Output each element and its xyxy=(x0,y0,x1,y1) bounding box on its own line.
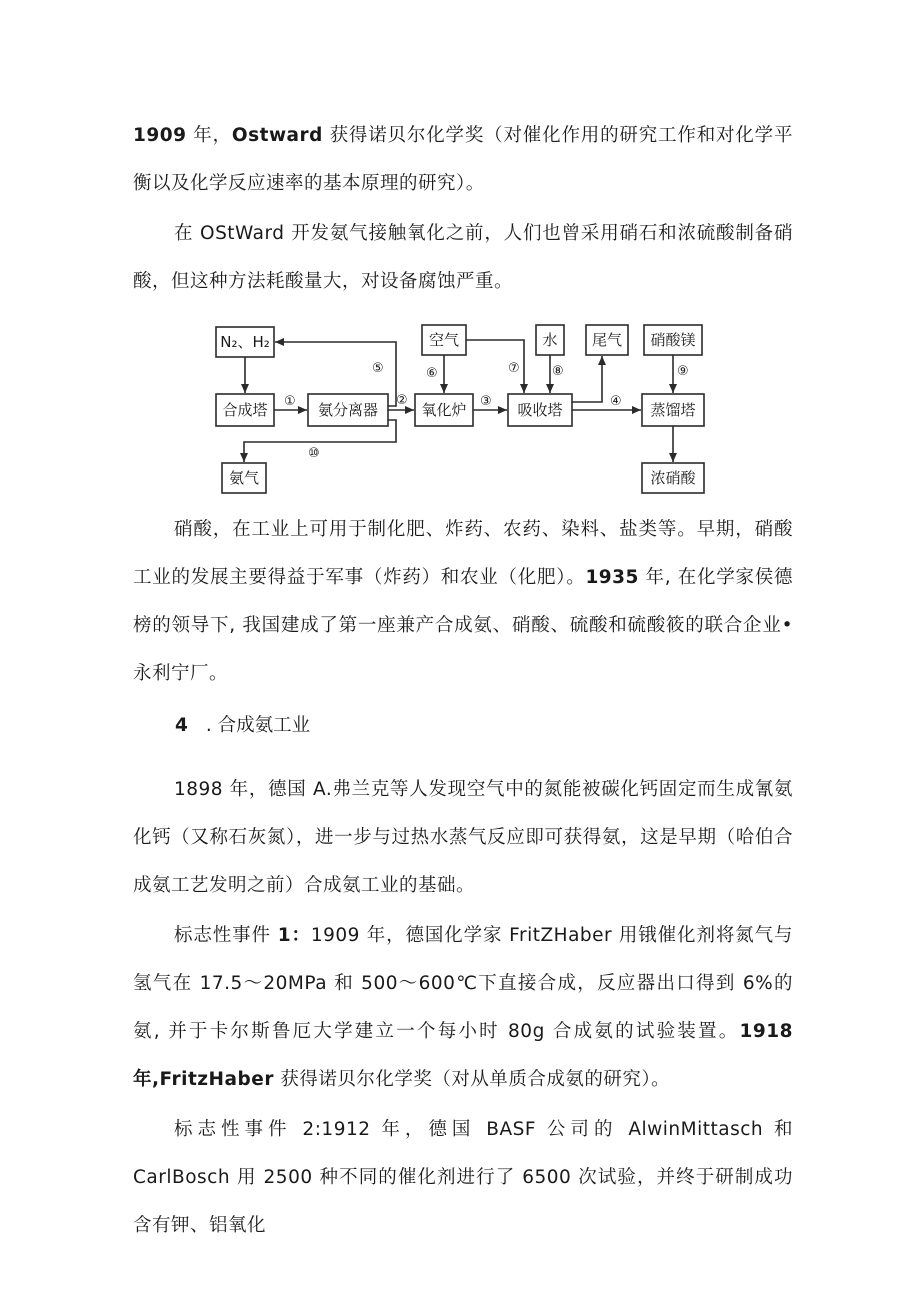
text: 年, xyxy=(133,1069,160,1090)
svg-text:氧化炉: 氧化炉 xyxy=(421,401,467,419)
box-n2h2 xyxy=(216,327,274,357)
section-heading xyxy=(175,702,310,750)
box-ammonia-gas xyxy=(222,463,266,493)
box-oxidation-furnace xyxy=(415,394,473,426)
step-5: ⑤ xyxy=(372,361,384,376)
section-number: 4 xyxy=(175,715,188,736)
text: 硝酸，在工业上可用于制化肥、炸药、农药、染料、盐类等。早期，硝酸工业的发展主要得益于军事（炸药）和农业（化肥）。 xyxy=(133,519,793,588)
step-10: ⑩ xyxy=(308,446,320,461)
box-tail-gas xyxy=(586,325,628,355)
svg-text:硝酸镁: 硝酸镁 xyxy=(650,331,696,349)
step-9: ⑨ xyxy=(677,364,689,379)
paragraph-milestone-2: 标志性事件 2:1912 年，德国 BASF 公司的 AlwinMittasch 和 CarlBosch 用 2500 种不同的催化剂进行了 6500 次试验，并终于研制成功含有钾、铝氧化 xyxy=(133,1119,793,1236)
svg-text:蒸馏塔: 蒸馏塔 xyxy=(650,401,696,419)
step-6: ⑥ xyxy=(426,366,438,381)
year-1909: 1909 xyxy=(133,125,187,146)
paragraph-nitre-method: 在 OStWard 开发氨气接触氧化之前，人们也曾采用硝石和浓硫酸制备硝酸，但这种方法耗酸量大，对设备腐蚀严重。 xyxy=(133,223,793,292)
nitric-acid-flow-diagram xyxy=(212,320,712,500)
text: 标志性事件 xyxy=(174,925,278,946)
step-4: ④ xyxy=(610,394,622,409)
step-3: ③ xyxy=(480,394,492,409)
svg-text:吸收塔: 吸收塔 xyxy=(517,401,563,419)
box-water xyxy=(536,325,564,355)
svg-text:N₂、H₂: N₂、H₂ xyxy=(220,333,270,351)
text: 1909 年，德国化学家 FritZHaber 用锇催化剂将氮气与氢气在 17.5～20MPa 和 500～600℃下直接合成，反应器出口得到 6%的氨, 并于卡尔斯鲁厄大学建立一个每小时 80g 合成氨的试验装置。 xyxy=(133,925,793,1042)
svg-text:水: 水 xyxy=(542,331,558,349)
name-fritzhaber: FritzHaber xyxy=(159,1069,274,1090)
box-air xyxy=(422,325,466,355)
year-1935: 1935 xyxy=(585,567,639,588)
name-ostward: Ostward xyxy=(231,125,323,146)
year-1918: 1918 xyxy=(739,1021,793,1042)
text: 年, 在化学家侯德榜的领导下, 我国建成了第一座兼产合成氨、硝酸、硫酸和硫酸筱的联合企业•永利宁厂。 xyxy=(133,567,793,684)
paragraph-1898-frank: 1898 年，德国 A.弗兰克等人发现空气中的氮能被碳化钙固定而生成氰氨化钙（又称石灰氮），进一步与过热水蒸气反应即可获得氨，这是早期（哈伯合成氨工艺发明之前）合成氨工业的基础。 xyxy=(133,779,793,896)
svg-text:尾气: 尾气 xyxy=(591,331,623,349)
box-absorption-tower xyxy=(508,394,572,426)
box-magnesium-nitrate xyxy=(644,325,702,355)
box-conc-nitric-acid xyxy=(642,463,704,493)
svg-text:浓硝酸: 浓硝酸 xyxy=(650,469,696,487)
box-synthesis-tower xyxy=(216,394,274,426)
paragraph-milestone-1 xyxy=(133,912,793,1104)
step-8: ⑧ xyxy=(552,364,564,379)
box-ammonia-separator xyxy=(308,394,388,426)
text: 年， xyxy=(186,125,232,146)
box-distillation-tower xyxy=(642,394,704,426)
svg-text:空气: 空气 xyxy=(428,331,460,349)
paragraph-nitric-acid-uses xyxy=(133,506,793,698)
svg-text:氨气: 氨气 xyxy=(228,469,260,487)
section-title: . 合成氨工业 xyxy=(205,715,311,736)
text: 获得诺贝尔化学奖（对从单质合成氨的研究）。 xyxy=(273,1069,671,1090)
step-1: ① xyxy=(284,394,296,409)
step-7: ⑦ xyxy=(508,361,520,376)
svg-text:合成塔: 合成塔 xyxy=(222,401,268,419)
paragraph-ostward-nobel xyxy=(133,112,793,208)
arrow-tail-gas xyxy=(572,356,602,402)
step-2: ② xyxy=(396,393,408,408)
text: 获得诺贝尔化学奖（对催化作用的研究工作和对化学平衡以及化学反应速率的基本原理的研究）。 xyxy=(133,125,793,194)
svg-text:氨分离器: 氨分离器 xyxy=(317,401,379,419)
milestone-number: 1： xyxy=(277,925,311,946)
